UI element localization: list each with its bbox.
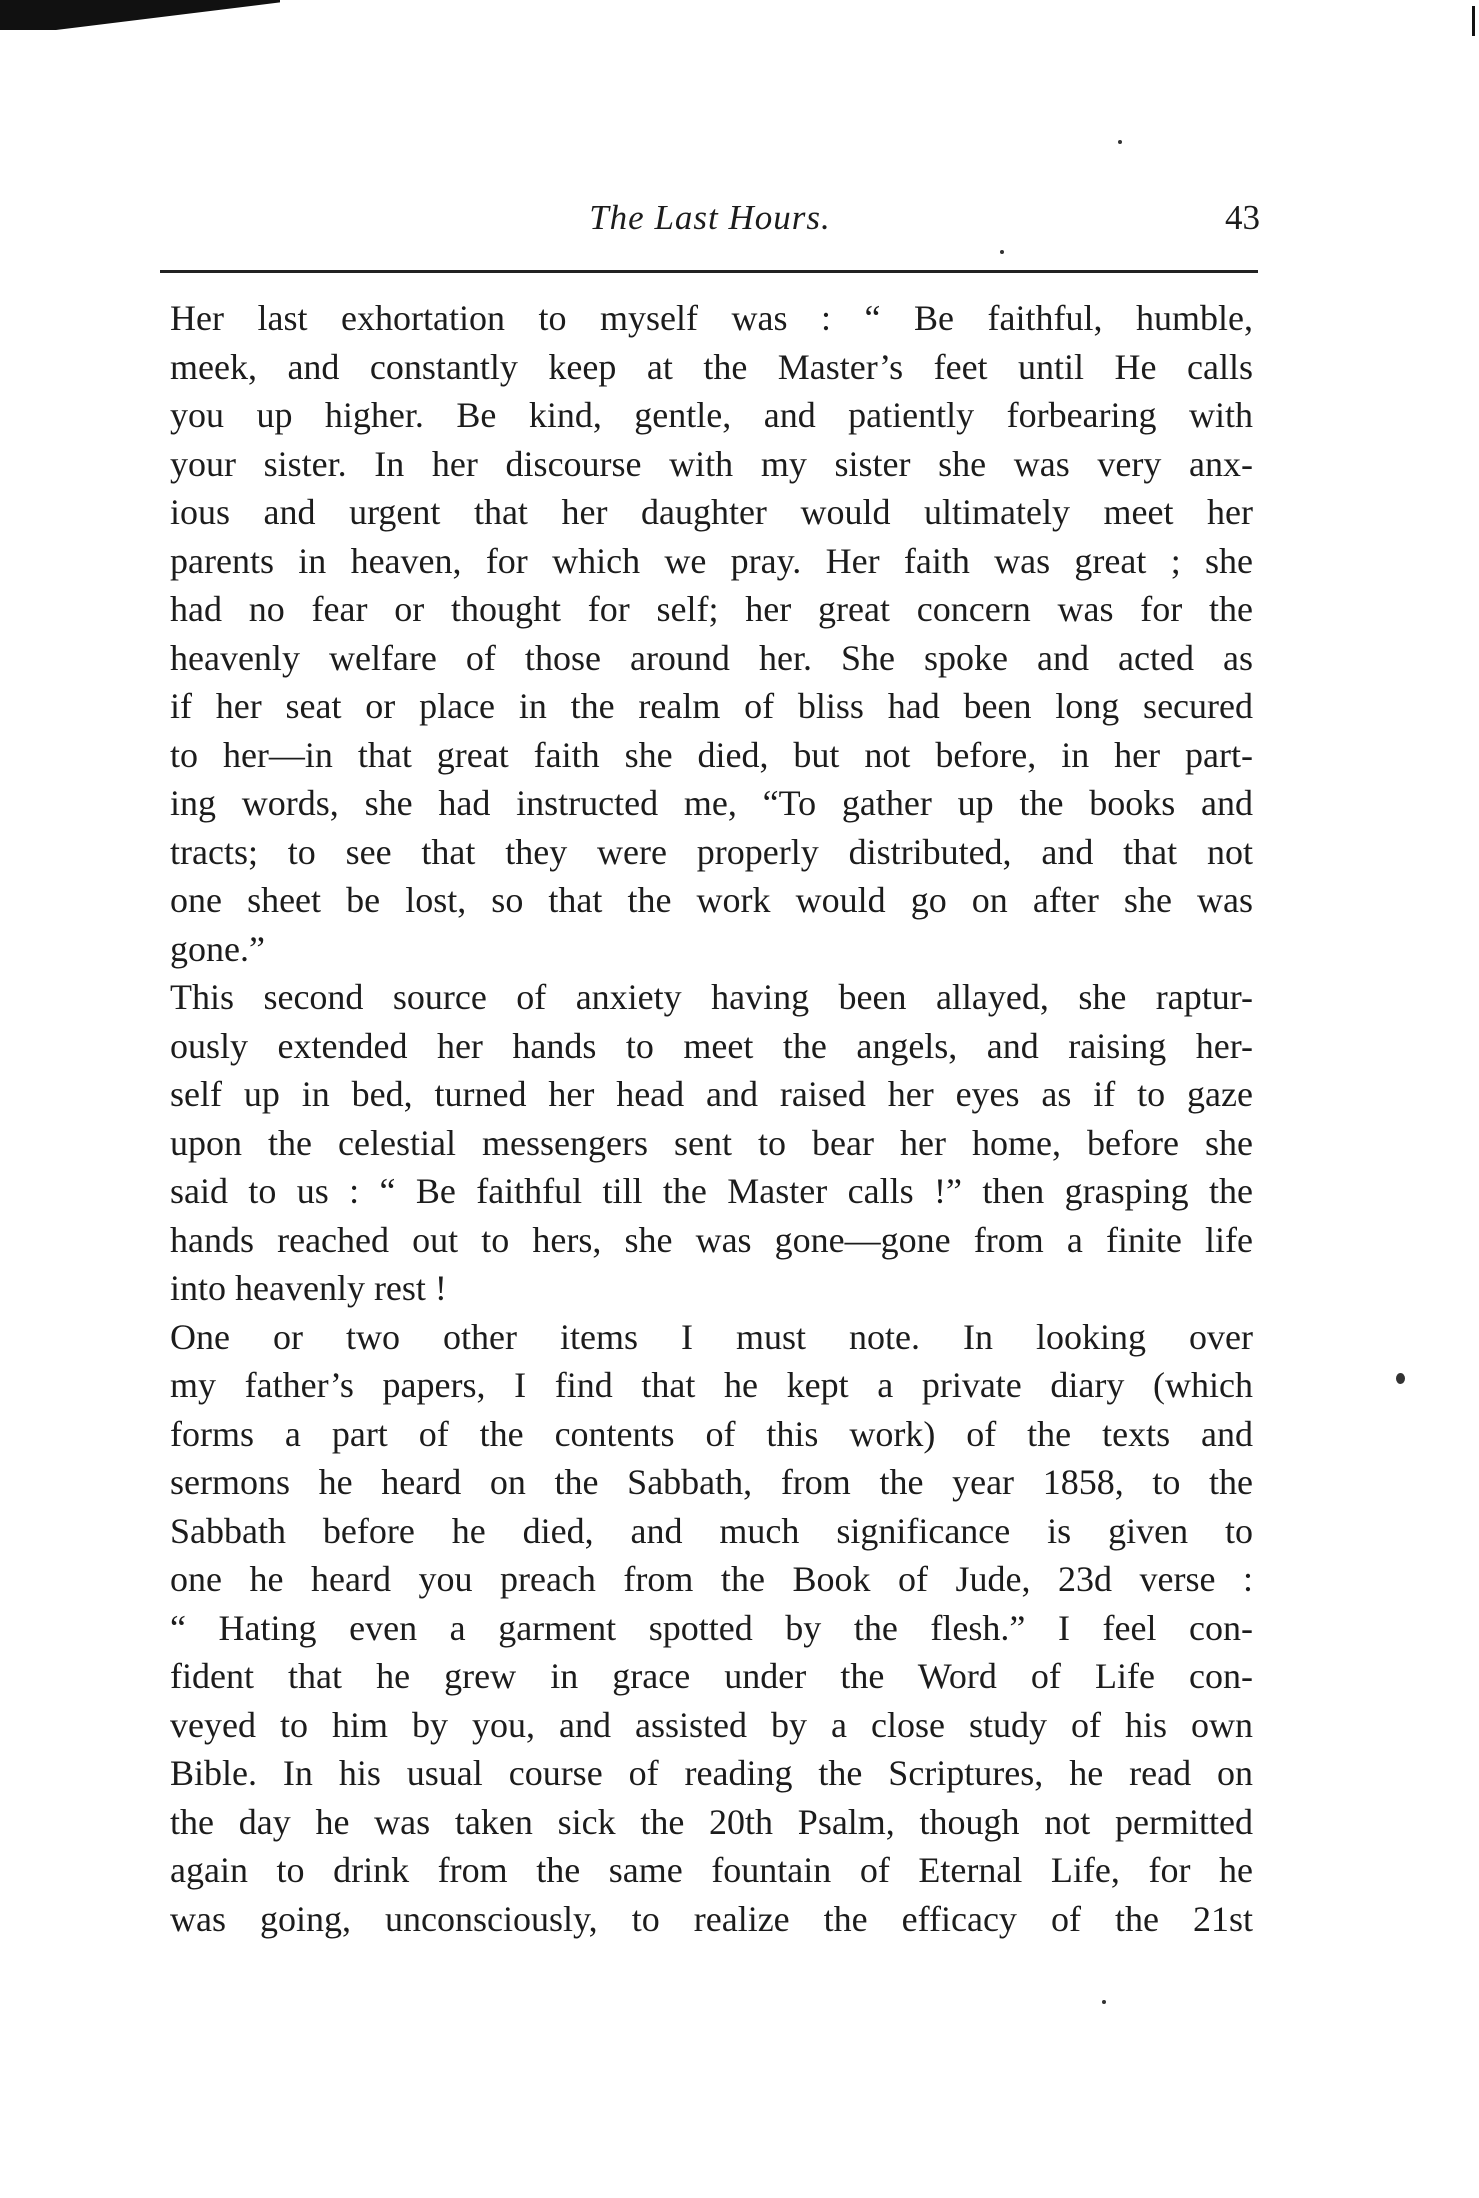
text-line: again to drink from the same fountain of Eternal Life, for he bbox=[170, 1850, 1253, 1890]
text-line: tracts; to see that they were properly distributed, and that not bbox=[170, 831, 1253, 872]
paragraph-3 bbox=[170, 1313, 1253, 1944]
text-line: fident that he grew in grace under the Word of Life con- bbox=[170, 1656, 1253, 1696]
scan-speck bbox=[1396, 1373, 1405, 1384]
scan-speck bbox=[1102, 2000, 1106, 2004]
text-line: Her last exhortation to myself was : “ Be faithful, humble, bbox=[170, 298, 1253, 338]
scan-speck bbox=[1118, 140, 1122, 144]
text-line: to her—in that great faith she died, but not before, in her part- bbox=[170, 734, 1253, 775]
text-line: you up higher. Be kind, gentle, and patiently forbearing with bbox=[170, 395, 1253, 435]
text-line: heavenly welfare of those around her. She spoke and acted as bbox=[170, 637, 1253, 678]
text-line: one he heard you preach from the Book of Jude, 23d verse : bbox=[170, 1559, 1253, 1599]
text-line: forms a part of the contents of this work) of the texts and bbox=[170, 1413, 1253, 1454]
running-title: The Last Hours. bbox=[589, 198, 831, 237]
text-line: Sabbath before he died, and much significance is given to bbox=[170, 1510, 1253, 1551]
text-line: your sister. In her discourse with my sister she was very anx- bbox=[170, 443, 1253, 484]
header-rule bbox=[160, 270, 1258, 273]
running-head bbox=[160, 198, 1260, 246]
text-line: if her seat or place in the realm of bliss had been long secured bbox=[170, 686, 1253, 726]
paragraph-1 bbox=[170, 294, 1253, 973]
text-line: my father’s papers, I find that he kept a private diary (which bbox=[170, 1365, 1253, 1405]
text-line: sermons he heard on the Sabbath, from the year 1858, to the bbox=[170, 1462, 1253, 1502]
text-line: one sheet be lost, so that the work would go on after she was bbox=[170, 880, 1253, 920]
page-number: 43 bbox=[1225, 198, 1260, 237]
text-line: the day he was taken sick the 20th Psalm, though not permitted bbox=[170, 1801, 1253, 1842]
text-line: One or two other items I must note. In looking over bbox=[170, 1316, 1253, 1357]
text-line: This second source of anxiety having been allayed, she raptur- bbox=[170, 977, 1253, 1017]
paragraph-2 bbox=[170, 973, 1253, 1313]
text-line: veyed to him by you, and assisted by a close study of his own bbox=[170, 1704, 1253, 1745]
text-line: gone.” bbox=[170, 928, 265, 969]
body-text bbox=[170, 294, 1253, 1943]
text-line: self up in bed, turned her head and raised her eyes as if to gaze bbox=[170, 1074, 1253, 1114]
text-line: was going, unconsciously, to realize the efficacy of the 21st bbox=[170, 1898, 1253, 1939]
text-line: hands reached out to hers, she was gone—gone from a finite life bbox=[170, 1219, 1253, 1260]
text-line: Bible. In his usual course of reading the Scriptures, he read on bbox=[170, 1753, 1253, 1793]
text-line: had no fear or thought for self; her great concern was for the bbox=[170, 589, 1253, 629]
scan-edge-mark bbox=[0, 0, 280, 30]
text-line: ious and urgent that her daughter would ultimately meet her bbox=[170, 492, 1253, 532]
text-line: upon the celestial messengers sent to bear her home, before she bbox=[170, 1122, 1253, 1163]
text-line: said to us : “ Be faithful till the Master calls !” then grasping the bbox=[170, 1171, 1253, 1211]
text-line: “ Hating even a garment spotted by the flesh.” I feel con- bbox=[170, 1607, 1253, 1648]
text-line: ously extended her hands to meet the angels, and raising her- bbox=[170, 1025, 1253, 1066]
text-line: meek, and constantly keep at the Master’s feet until He calls bbox=[170, 346, 1253, 387]
scan-speck bbox=[1000, 250, 1004, 254]
scan-edge-mark bbox=[1472, 6, 1475, 36]
text-line: parents in heaven, for which we pray. Her faith was great ; she bbox=[170, 540, 1253, 581]
text-line: ing words, she had instructed me, “To gather up the books and bbox=[170, 783, 1253, 823]
text-line: into heavenly rest ! bbox=[170, 1268, 447, 1308]
